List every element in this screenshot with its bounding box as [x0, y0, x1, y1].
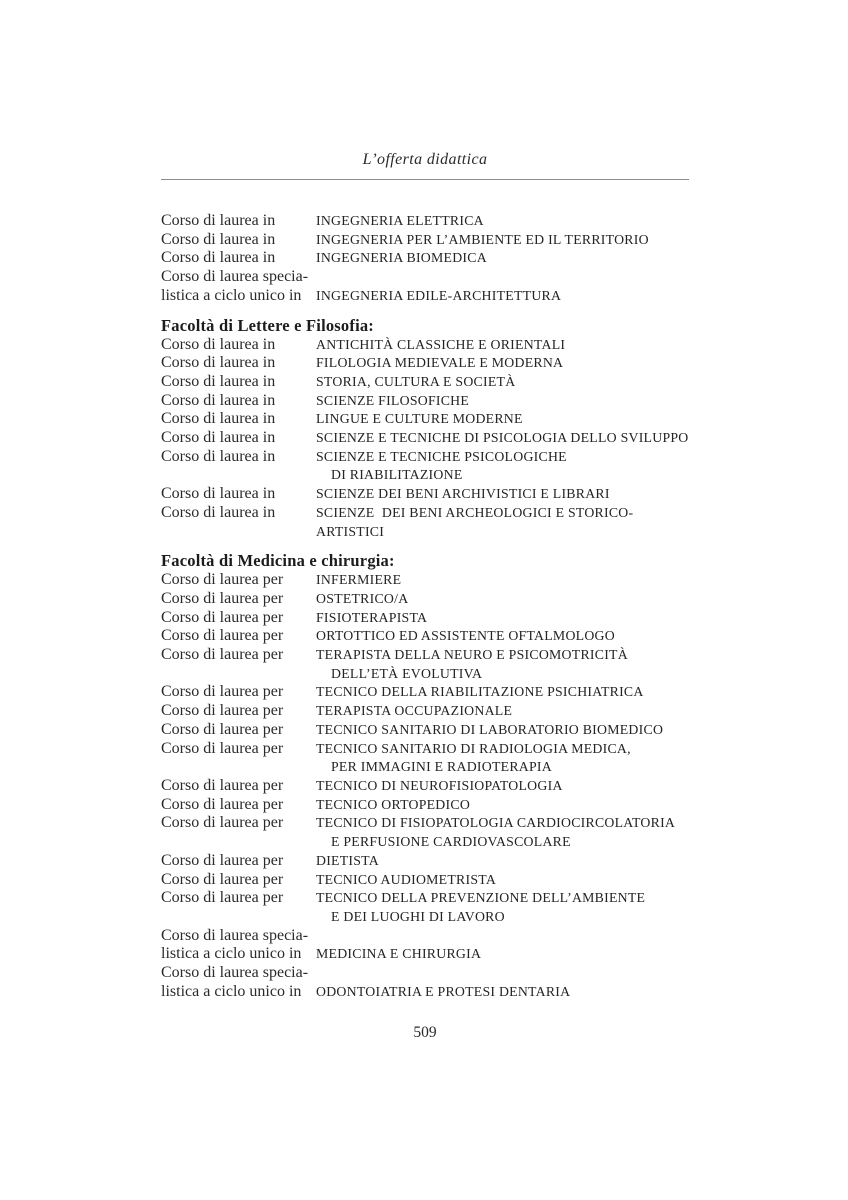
course-row: [161, 268, 689, 305]
course-row-name: [316, 740, 631, 777]
course-row-name-line: ODONTOIATRIA E PROTESI DENTARIA: [316, 983, 571, 999]
course-row-name-line: DI RIABILITAZIONE: [331, 467, 463, 483]
course-row-name-line: TECNICO DELLA PREVENZIONE DELL’AMBIENTE: [316, 890, 646, 906]
course-row-name: [316, 646, 628, 683]
course-row-name-line: TECNICO SANITARIO DI RADIOLOGIA MEDICA,: [316, 740, 631, 756]
course-row-label-line: Corso di laurea per: [161, 702, 284, 720]
page-number: 509: [413, 1024, 437, 1041]
course-row-name: [316, 429, 689, 448]
course-row-label-line: listica a ciclo unico in: [161, 286, 302, 304]
course-row-name-line: PER IMMAGINI E RADIOTERAPIA: [331, 759, 552, 775]
course-row-name-line: INGEGNERIA PER L’AMBIENTE ED IL TERRITORIO: [316, 231, 649, 247]
course-row: [161, 683, 689, 702]
course-row: [161, 410, 689, 429]
course-row-name-line: INGEGNERIA BIOMEDICA: [316, 250, 487, 266]
course-row-name-line: OSTETRICO/A: [316, 590, 409, 606]
course-row-label-line: Corso di laurea per: [161, 851, 284, 869]
faculty-heading: Facoltà di Lettere e Filosofia:: [161, 315, 374, 335]
course-row-name-line: TECNICO DI NEUROFISIOPATOLOGIA: [316, 777, 563, 793]
course-row-label-line: listica a ciclo unico in: [161, 982, 302, 1000]
course-row-name-line: DIETISTA: [316, 852, 379, 868]
course-row-label-line: Corso di laurea per: [161, 683, 284, 701]
course-row-name-line: ORTOTTICO ED ASSISTENTE OFTALMOLOGO: [316, 628, 615, 644]
course-row-label: [161, 231, 316, 250]
course-row: [161, 927, 689, 964]
course-row-name-line: TECNICO SANITARIO DI LABORATORIO BIOMEDICO: [316, 721, 664, 737]
course-row-label-line: Corso di laurea per: [161, 627, 284, 645]
course-row-label: [161, 448, 316, 467]
course-row-label: [161, 609, 316, 628]
course-row-label: [161, 889, 316, 908]
course-row-name: [316, 702, 512, 721]
course-row-label: [161, 212, 316, 231]
course-row-label-line: Corso di laurea per: [161, 589, 284, 607]
course-row-name: [316, 504, 633, 541]
course-row-label: [161, 392, 316, 411]
course-row-label-line: Corso di laurea per: [161, 739, 284, 757]
course-row-label: [161, 590, 316, 609]
course-row-label-line: Corso di laurea per: [161, 889, 284, 907]
course-row-name: [316, 852, 379, 871]
course-row-label: [161, 646, 316, 665]
course-row-label-line: Corso di laurea in: [161, 335, 276, 353]
course-row-name: [316, 410, 523, 429]
course-row-name-line: INGEGNERIA EDILE-ARCHITETTURA: [316, 287, 562, 303]
course-row: [161, 609, 689, 628]
course-row: [161, 964, 689, 1001]
course-row: [161, 336, 689, 355]
course-row-name: [316, 336, 565, 355]
course-row-name-line: SCIENZE DEI BENI ARCHIVISTICI E LIBRARI: [316, 486, 610, 502]
course-row-name: [316, 796, 470, 815]
course-row: [161, 429, 689, 448]
course-row-label-line: Corso di laurea per: [161, 870, 284, 888]
course-row-name: [316, 721, 663, 740]
course-row: [161, 571, 689, 590]
course-row-label: [161, 504, 316, 523]
course-row-label: [161, 871, 316, 890]
course-row-name: [316, 571, 401, 590]
course-row-label-line: Corso di laurea in: [161, 230, 276, 248]
course-row-name-line: INFERMIERE: [316, 572, 402, 588]
course-row-label-line: Corso di laurea specia-: [161, 964, 309, 982]
course-row-name: [316, 287, 561, 306]
course-row-label-line: Corso di laurea per: [161, 646, 284, 664]
course-row-label: [161, 927, 316, 964]
course-row-label: [161, 777, 316, 796]
course-row-label-line: Corso di laurea in: [161, 249, 276, 267]
course-row: [161, 740, 689, 777]
course-row-label: [161, 429, 316, 448]
course-row-label: [161, 571, 316, 590]
running-head: L’offerta didattica: [362, 151, 488, 168]
course-row-name-line: DELL’ETÀ EVOLUTIVA: [331, 665, 483, 681]
course-row-name-line: SCIENZE FILOSOFICHE: [316, 392, 470, 408]
course-row-label-line: Corso di laurea per: [161, 720, 284, 738]
course-row-name-line: STORIA, CULTURA E SOCIETÀ: [316, 373, 516, 389]
course-row: [161, 777, 689, 796]
course-row-name-line: SCIENZE E TECNICHE PSICOLOGICHE: [316, 448, 567, 464]
course-list: [161, 212, 689, 1001]
course-row-name: [316, 683, 644, 702]
course-row-name-line: TERAPISTA OCCUPAZIONALE: [316, 703, 513, 719]
course-row-name-line: TECNICO AUDIOMETRISTA: [316, 871, 497, 887]
course-row-label-line: listica a ciclo unico in: [161, 945, 302, 963]
course-row-name-line: E PERFUSIONE CARDIOVASCOLARE: [331, 834, 571, 850]
course-row-label: [161, 627, 316, 646]
course-row-label: [161, 964, 316, 1001]
faculty-heading: Facoltà di Medicina e chirurgia:: [161, 551, 395, 571]
course-row-label: [161, 373, 316, 392]
course-row-label: [161, 702, 316, 721]
course-row-label: [161, 721, 316, 740]
course-row: [161, 871, 689, 890]
course-row-label: [161, 740, 316, 759]
course-row-label-line: Corso di laurea in: [161, 485, 276, 503]
course-row-label-line: Corso di laurea in: [161, 212, 276, 229]
course-row: [161, 448, 689, 485]
course-row-name: [316, 609, 427, 628]
course-row: [161, 646, 689, 683]
course-row-label-line: Corso di laurea per: [161, 776, 284, 794]
course-row: [161, 212, 689, 231]
course-row: [161, 702, 689, 721]
course-row-label: [161, 852, 316, 871]
course-row-label: [161, 354, 316, 373]
course-row: [161, 249, 689, 268]
course-row-label-line: Corso di laurea per: [161, 814, 284, 832]
course-row-label-line: Corso di laurea specia-: [161, 926, 309, 944]
course-row: [161, 392, 689, 411]
course-row-name: [316, 354, 563, 373]
course-row-name: [316, 777, 563, 796]
course-row-name-line: LINGUE E CULTURE MODERNE: [316, 411, 523, 427]
course-row-name-line: SCIENZE E TECNICHE DI PSICOLOGIA DELLO SVILUPPO: [316, 430, 689, 446]
course-row-label: [161, 336, 316, 355]
course-row-label: [161, 249, 316, 268]
course-row-name: [316, 814, 675, 851]
course-row-name: [316, 231, 649, 250]
course-row-label-line: Corso di laurea per: [161, 571, 284, 589]
course-row: [161, 852, 689, 871]
course-row-name-line: FILOLOGIA MEDIEVALE E MODERNA: [316, 355, 564, 371]
course-row-name: [316, 392, 469, 411]
course-row-name: [316, 627, 615, 646]
course-row-name-line: ARTISTICI: [316, 523, 385, 539]
course-row: [161, 889, 689, 926]
course-row-name: [316, 485, 610, 504]
course-row-name-line: TECNICO DELLA RIABILITAZIONE PSICHIATRICA: [316, 684, 644, 700]
course-row-label: [161, 796, 316, 815]
course-row: [161, 485, 689, 504]
course-row-name: [316, 212, 484, 231]
course-row: [161, 721, 689, 740]
course-row-name: [316, 983, 570, 1002]
course-row-name: [316, 590, 408, 609]
course-row-label: [161, 485, 316, 504]
course-row-name: [316, 945, 481, 964]
course-row-label-line: Corso di laurea in: [161, 391, 276, 409]
course-row: [161, 590, 689, 609]
course-row-name-line: MEDICINA E CHIRURGIA: [316, 946, 482, 962]
course-row-label: [161, 814, 316, 833]
course-row-label-line: Corso di laurea per: [161, 608, 284, 626]
course-row-name: [316, 871, 496, 890]
course-row-name-line: TECNICO DI FISIOPATOLOGIA CARDIOCIRCOLATORIA: [316, 815, 676, 831]
header-rule: [161, 179, 689, 180]
course-row-label-line: Corso di laurea in: [161, 354, 276, 372]
course-row-name-line: TECNICO ORTOPEDICO: [316, 796, 471, 812]
course-row: [161, 231, 689, 250]
course-row-label-line: Corso di laurea in: [161, 447, 276, 465]
page-content: [161, 150, 689, 1001]
course-row-name-line: SCIENZE DEI BENI ARCHEOLOGICI E STORICO-: [316, 504, 634, 520]
course-row-label-line: Corso di laurea in: [161, 372, 276, 390]
course-row-name-line: TERAPISTA DELLA NEURO E PSICOMOTRICITÀ: [316, 647, 628, 663]
course-row-label-line: Corso di laurea in: [161, 429, 276, 447]
course-row-label: [161, 683, 316, 702]
course-row-label: [161, 268, 316, 305]
course-row-label: [161, 410, 316, 429]
course-row: [161, 354, 689, 373]
course-row-name: [316, 889, 645, 926]
course-row: [161, 796, 689, 815]
course-row-label-line: Corso di laurea in: [161, 410, 276, 428]
course-row: [161, 373, 689, 392]
course-row-name: [316, 249, 487, 268]
course-row-name: [316, 448, 567, 485]
course-row-label-line: Corso di laurea in: [161, 503, 276, 521]
course-row-name: [316, 373, 515, 392]
course-row: [161, 504, 689, 541]
course-row: [161, 627, 689, 646]
course-row-label-line: Corso di laurea per: [161, 795, 284, 813]
course-row-name-line: E DEI LUOGHI DI LAVORO: [331, 908, 505, 924]
course-row: [161, 814, 689, 851]
course-row-name-line: FISIOTERAPISTA: [316, 609, 428, 625]
course-row-name-line: INGEGNERIA ELETTRICA: [316, 213, 484, 228]
course-row-label-line: Corso di laurea specia-: [161, 268, 309, 286]
course-row-name-line: ANTICHITÀ CLASSICHE E ORIENTALI: [316, 336, 566, 352]
